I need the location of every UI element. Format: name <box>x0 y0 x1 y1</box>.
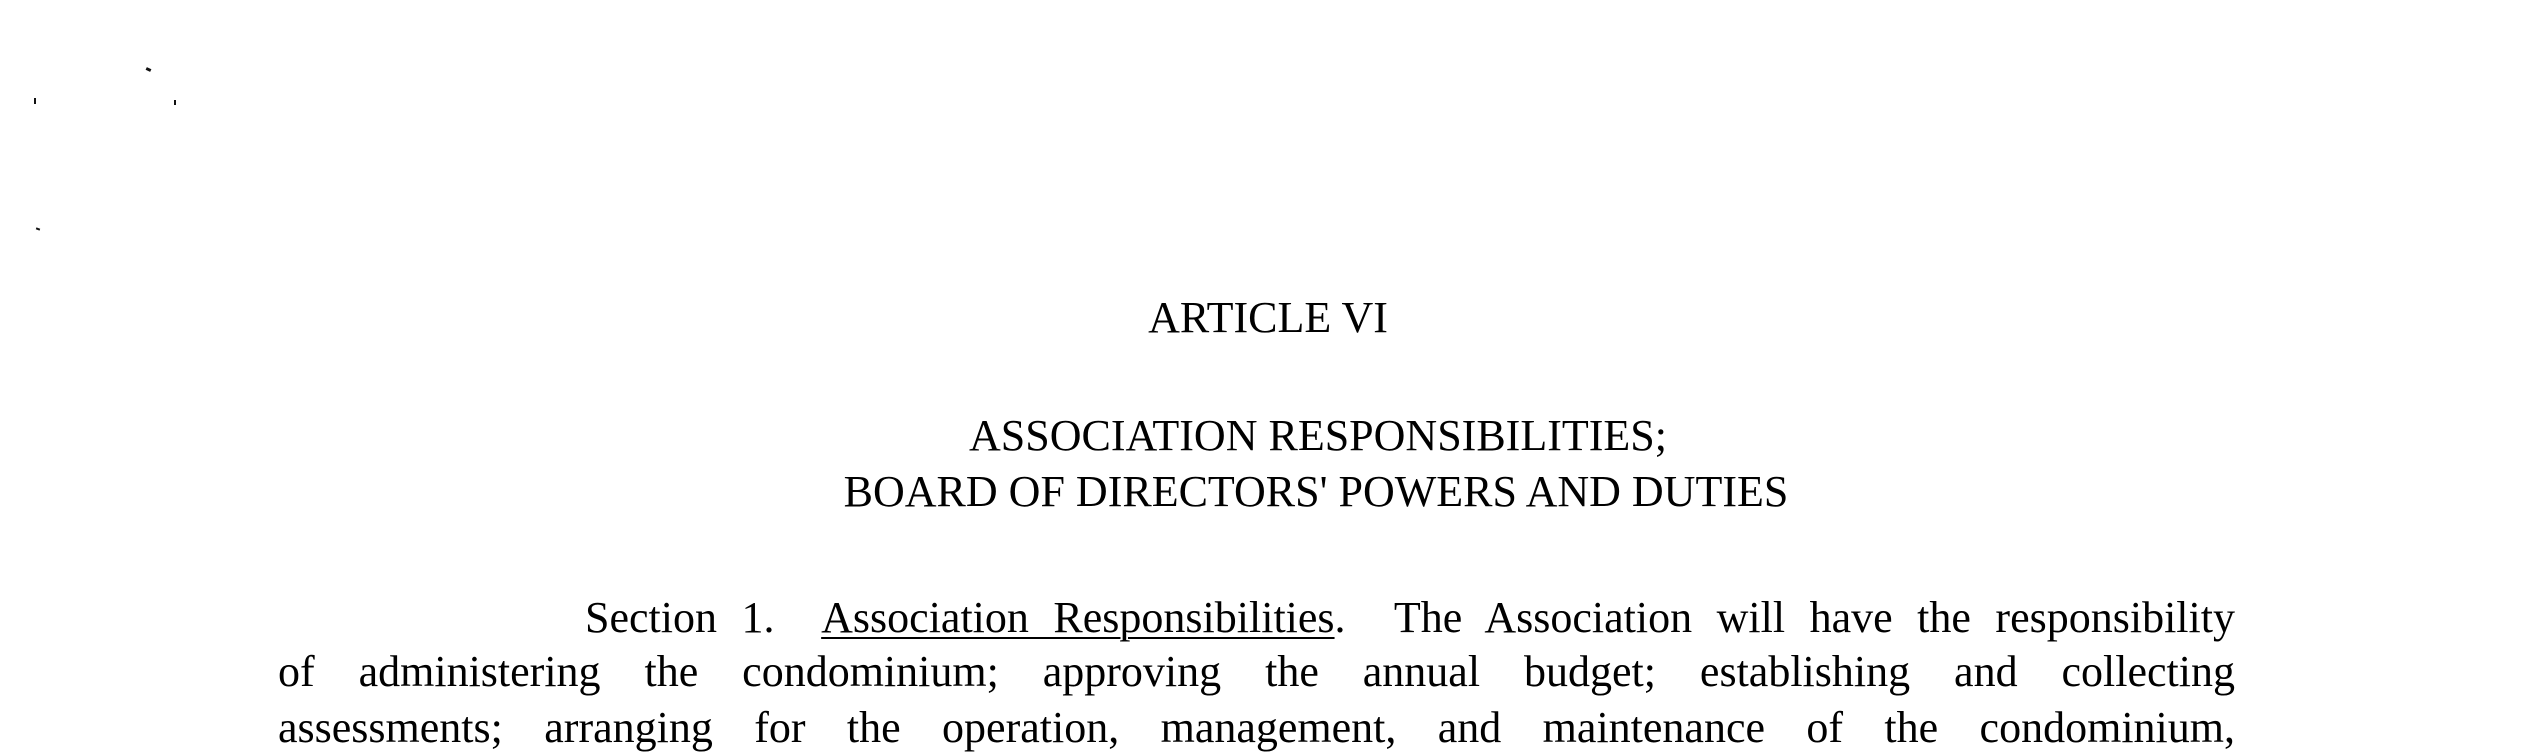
scan-speck <box>174 100 176 105</box>
article-title: ARTICLE VI <box>1148 293 1388 342</box>
scan-speck <box>34 98 36 104</box>
section-heading: Association Responsibilities <box>821 593 1335 642</box>
section-text-line-2: of administering the condominium; approving the annual budget; establishing and collecting <box>278 647 2235 696</box>
scan-speck <box>36 227 40 230</box>
section-number: Section 1. <box>585 593 775 642</box>
section-1-first-line <box>585 593 2235 642</box>
section-text-line-3: assessments; arranging for the operation, management, and maintenance of the condominium, <box>278 703 2235 752</box>
article-subtitle-line-1: ASSOCIATION RESPONSIBILITIES; <box>969 411 1667 460</box>
article-subtitle-line-2: BOARD OF DIRECTORS' POWERS AND DUTIES <box>843 467 1789 516</box>
scan-speck <box>146 67 152 72</box>
section-heading-period: . <box>1334 593 1346 642</box>
section-text-line-1: The Association will have the responsibility <box>1393 593 2235 642</box>
